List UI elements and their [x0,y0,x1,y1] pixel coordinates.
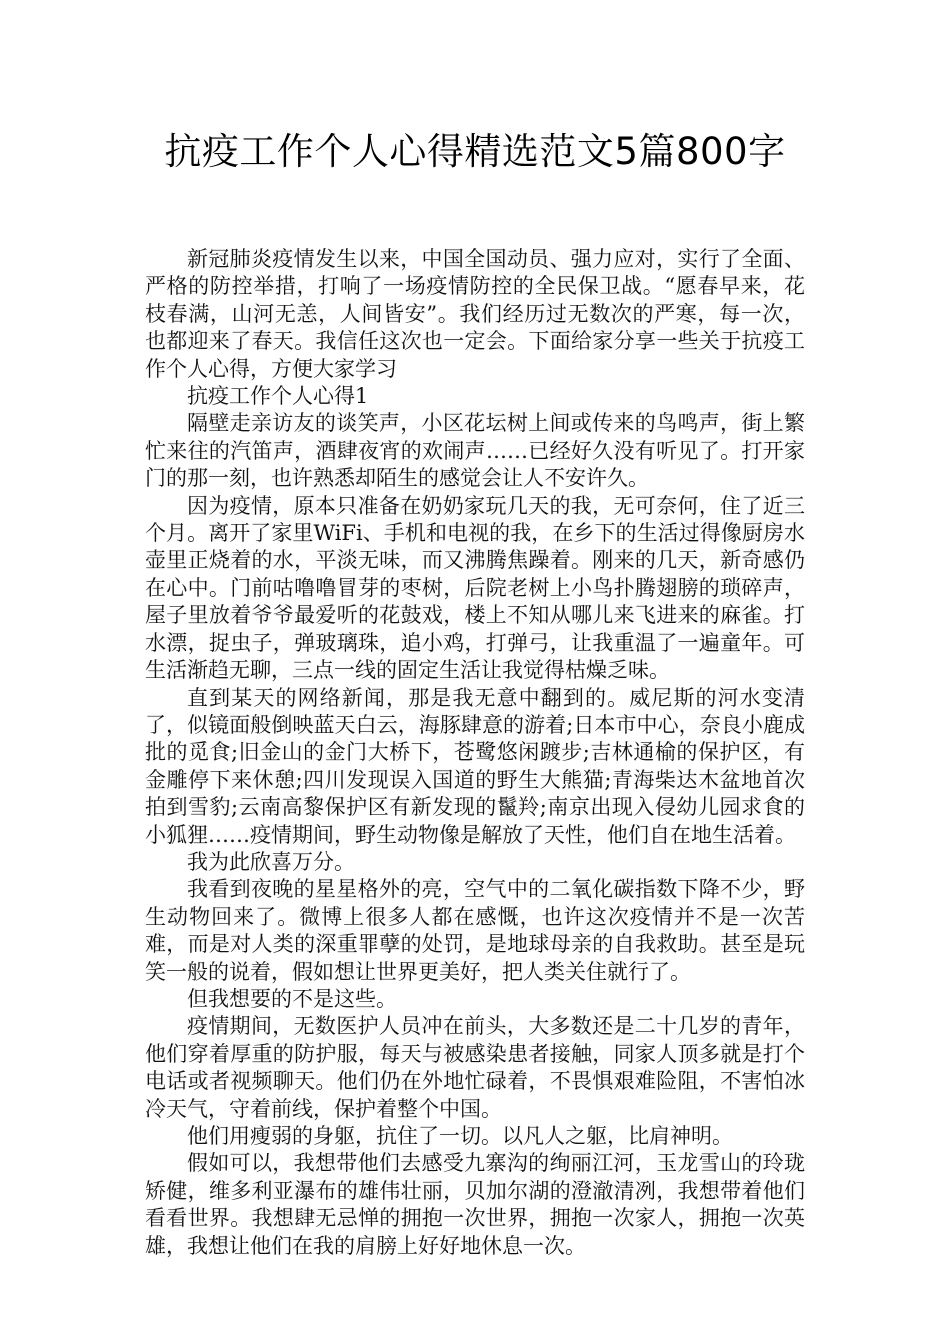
section-heading: 抗疫工作个人心得1 [187,384,369,409]
paragraph: 隔壁走亲访友的谈笑声，小区花坛树上间或传来的鸟鸣声，街上繁忙来往的汽笛声，酒肆夜宵的欢闹声……已经好久没有听见了。打开家门的那一刻，也许熟悉却陌生的感觉会让人不安许久。 [145,411,805,491]
paragraph: 疫情期间，无数医护人员冲在前头，大多数还是二十几岁的青年，他们穿着厚重的防护服，每天与被感染患者接触，同家人顶多就是打个电话或者视频聊天。他们仍在外地忙碌着，不畏惧艰难险阻，不害怕冰冷天气，守着前线，保护着整个中国。 [145,1014,805,1121]
paragraph-intro: 新冠肺炎疫情发生以来，中国全国动员、强力应对，实行了全面、严格的防控举措，打响了一场疫情防控的全民保卫战。“愿春早来，花枝春满，山河无恙，人间皆安”。我们经历过无数次的严寒，每一次，也都迎来了春天。我信任这次也一定会。下面给家分享一些关于抗疫工作个人心得，方便大家学习 [145,247,805,381]
paragraph: 我看到夜晚的星星格外的亮，空气中的二氧化碳指数下降不少，野生动物回来了。微博上很多人都在感慨，也许这次疫情并不是一次苦难，而是对人类的深重罪孽的处罚，是地球母亲的自我救助。甚至是玩笑一般的说着，假如想让世界更美好，把人类关住就行了。 [145,877,805,984]
paragraph: 我为此欣喜万分。 [187,849,355,874]
paragraph: 假如可以，我想带他们去感受九寨沟的绚丽江河，玉龙雪山的玲珑矫健，维多利亚瀑布的雄伟壮丽，贝加尔湖的澄澈清冽，我想带着他们看看世界。我想肆无忌惮的拥抱一次世界，拥抱一次家人，拥抱一次英雄，我想让他们在我的肩膀上好好地休息一次。 [145,1151,805,1258]
document-title: 抗疫工作个人心得精选范文5篇800字 [164,130,786,173]
paragraph: 因为疫情，原本只准备在奶奶家玩几天的我，无可奈何，住了近三个月。离开了家里WiFi、手机和电视的我，在乡下的生活过得像厨房水壶里正烧着的水，平淡无味，而又沸腾焦躁着。刚来的几天，新奇感仍在心中。门前咕噜噜冒芽的枣树，后院老树上小鸟扑腾翅膀的琐碎声，屋子里放着爷爷最爱听的花鼓戏，楼上不知从哪儿来飞进来的麻雀。打水漂，捉虫子，弹玻璃珠，追小鸡，打弹弓，让我重温了一遍童年。可生活渐趋无聊，三点一线的固定生活让我觉得枯燥乏味。 [145,493,805,683]
paragraph: 直到某天的网络新闻，那是我无意中翻到的。威尼斯的河水变清了，似镜面般倒映蓝天白云，海豚肆意的游着;日本市中心，奈良小鹿成批的觅食;旧金山的金门大桥下，苍鹭悠闲踱步;吉林通榆的保护区，有金雕停下来休憩;四川发现误入国道的野生大熊猫;青海柴达木盆地首次拍到雪豹;云南高黎保护区有新发现的鬣羚;南京出现入侵幼儿园求食的小狐狸……疫情期间，野生动物像是解放了天性，他们自在地生活着。 [145,685,805,847]
paragraph: 他们用瘦弱的身躯，抗住了一切。以凡人之躯，比肩神明。 [187,1124,733,1148]
document-body [145,246,805,1260]
paragraph: 但我想要的不是这些。 [187,986,397,1011]
